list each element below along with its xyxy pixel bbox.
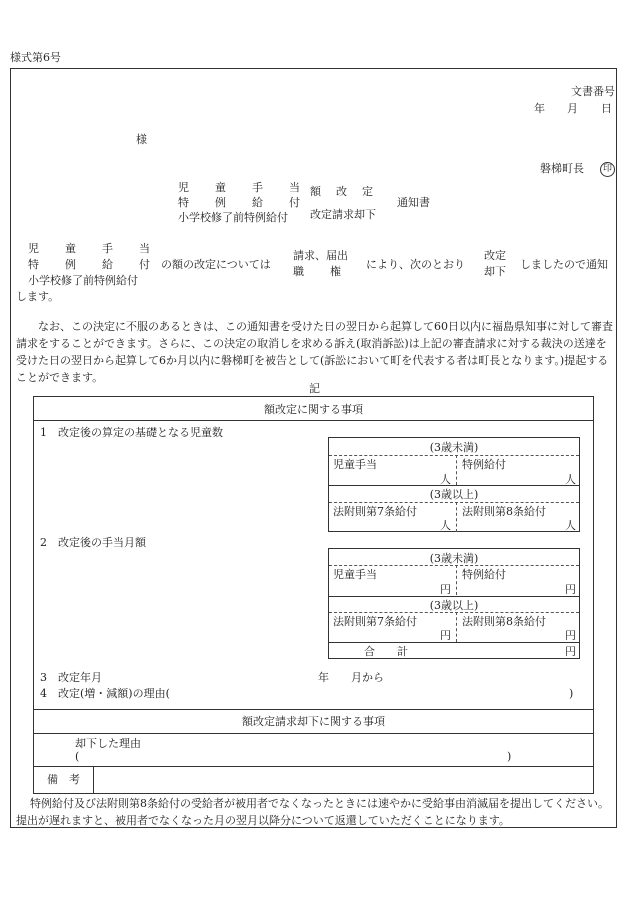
amount-unit-1: 円 xyxy=(440,583,451,596)
item-2-label: 2 改定後の手当月額 xyxy=(40,536,146,549)
title-allowance-2 xyxy=(178,196,326,209)
dashed-divider xyxy=(456,565,457,595)
children-unit-1: 人 xyxy=(440,473,451,486)
item-3-value: 年 月から xyxy=(318,671,384,684)
body-allowance-1: 児童手当 xyxy=(28,242,176,255)
reject-reason-label: 却下した理由 xyxy=(75,737,141,750)
title-allowance-3: 小学校修了前特例給付 xyxy=(178,211,288,224)
amount-cell-2: 特例給付 xyxy=(462,568,506,581)
children-cell-3: 法附則第7条給付 xyxy=(333,505,417,518)
children-cell-4: 法附則第8条給付 xyxy=(462,505,546,518)
amount-unit-4: 円 xyxy=(565,629,576,642)
section2-header: 額改定請求却下に関する事項 xyxy=(242,715,385,728)
children-under3: (3歳未満) xyxy=(429,441,479,454)
amount-total-unit: 円 xyxy=(565,645,576,658)
divider xyxy=(328,642,580,643)
divider xyxy=(33,766,594,767)
section1-header: 額改定に関する事項 xyxy=(264,403,363,416)
addressee-suffix: 様 xyxy=(136,133,147,146)
amount-unit-2: 円 xyxy=(565,583,576,596)
children-cell-2: 特例給付 xyxy=(462,458,506,471)
form-label: 様式第6号 xyxy=(10,51,61,64)
title-action-2: 改定請求却下 xyxy=(310,208,376,221)
body-method-2: 職権 xyxy=(293,265,367,278)
body-text-a: の額の改定については xyxy=(161,258,271,271)
divider xyxy=(93,766,94,794)
body-allowance-2: 特例給付 xyxy=(28,258,176,271)
amount-unit-3: 円 xyxy=(440,629,451,642)
body-method-1: 請求、届出 xyxy=(293,249,348,262)
divider xyxy=(33,420,594,421)
dashed-divider xyxy=(329,455,579,456)
dashed-divider xyxy=(329,502,579,503)
title-allowance-1 xyxy=(178,181,326,194)
reject-reason-open: ( xyxy=(75,750,80,763)
divider xyxy=(328,485,580,486)
doc-number-label: 文書番号 xyxy=(571,85,615,98)
dashed-divider xyxy=(456,502,457,532)
title-suffix: 通知書 xyxy=(397,196,430,209)
children-cell-1: 児童手当 xyxy=(333,458,377,471)
date-day: 日 xyxy=(601,102,612,115)
dashed-divider xyxy=(329,565,579,566)
amount-over3: (3歳以上) xyxy=(429,599,479,612)
item-4-label: 4 改定(増・減額)の理由( xyxy=(40,687,170,700)
body-text-c: しましたので通知 xyxy=(520,258,608,271)
seal-mark xyxy=(600,162,615,177)
date-year: 年 xyxy=(534,102,545,115)
children-unit-4: 人 xyxy=(565,519,576,532)
seal-glyph: 印 xyxy=(600,162,615,177)
divider xyxy=(328,596,580,597)
footer-note: 特例給付及び法附則第8条給付の受給者が被用者でなくなったときには速やかに受給事由消滅届を提出してください。提出が遅れますと、被用者でなくなった月の翌月以降分について返還していただくことになります。 xyxy=(16,797,609,827)
dashed-divider xyxy=(456,612,457,642)
dashed-divider xyxy=(456,455,457,485)
notice-paragraph: なお、この決定に不服のあるときは、この通知書を受けた日の翌日から起算して60日以内に福島県知事に対して審査請求をすることができます。さらに、この決定の取消しを求める訴え(取消訴訟)は上記の審査請求に対する裁決の送達を受けた日の翌日から起算して6か月以内に磐梯町を被告として(訴訟において町を代表する者は町長となります。)提起することができます。 xyxy=(16,320,613,384)
title-action-1: 額改定 xyxy=(310,185,388,198)
body-result-1: 改定 xyxy=(484,249,506,262)
divider xyxy=(33,709,594,710)
children-unit-2: 人 xyxy=(565,473,576,486)
body-text-b: により、次のとおり xyxy=(366,258,465,271)
item-1-label: 1 改定後の算定の基礎となる児童数 xyxy=(40,426,223,439)
amount-total-label: 合 計 xyxy=(364,645,408,658)
body-text-d: します。 xyxy=(16,290,60,303)
sender-name: 磐梯町長 xyxy=(540,162,584,175)
date-month: 月 xyxy=(567,102,578,115)
amount-cell-3: 法附則第7条給付 xyxy=(333,615,417,628)
t1b: 特例給付 xyxy=(178,196,326,209)
children-over3: (3歳以上) xyxy=(429,488,479,501)
remarks-label: 備 考 xyxy=(47,773,80,786)
reject-reason-close: ) xyxy=(507,750,512,763)
amount-cell-4: 法附則第8条給付 xyxy=(462,615,546,628)
children-unit-3: 人 xyxy=(440,519,451,532)
amount-under3: (3歳未満) xyxy=(429,552,479,565)
body-allowance-3: 小学校修了前特例給付 xyxy=(28,274,138,287)
amount-cell-1: 児童手当 xyxy=(333,568,377,581)
ki-mark: 記 xyxy=(309,382,320,395)
t1a: 児童手当 xyxy=(178,181,326,194)
dashed-divider xyxy=(329,612,579,613)
item-3-label: 3 改定年月 xyxy=(40,671,102,684)
body-result-2: 却下 xyxy=(484,265,506,278)
item-4-close: ) xyxy=(569,687,574,700)
divider xyxy=(33,733,594,734)
